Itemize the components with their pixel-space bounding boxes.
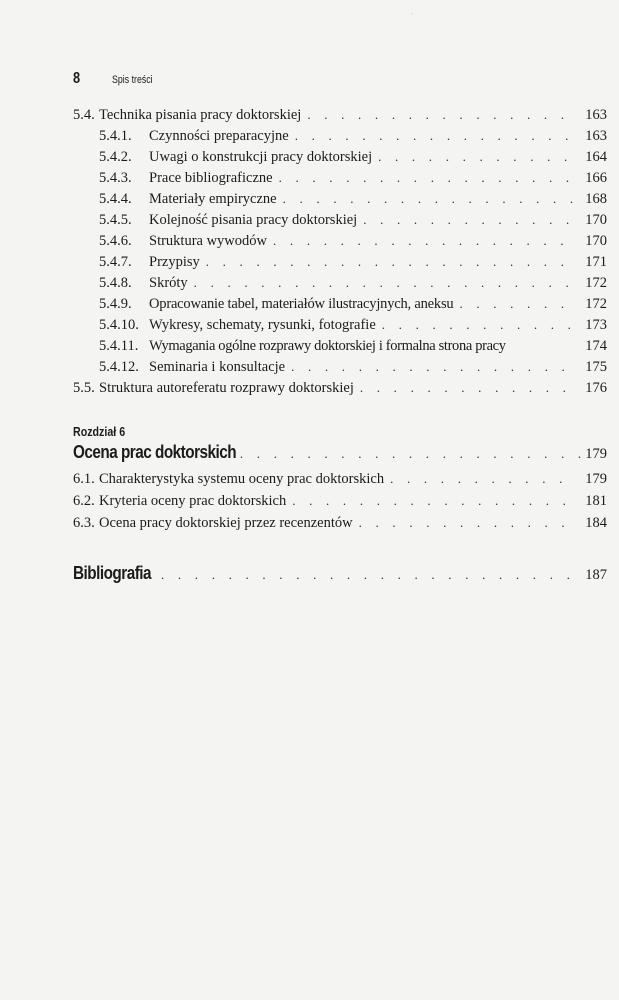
toc-entry-title: Seminaria i konsultacje [149, 359, 286, 375]
leader-dots [382, 316, 577, 334]
toc-entry-title: Struktura wywodów [149, 233, 268, 249]
toc-entry-number: 5.4.9. [99, 296, 132, 312]
toc-entry-page: 176 [585, 380, 607, 396]
scan-speck: ` [411, 12, 414, 21]
toc-entry-page: 163 [585, 107, 607, 123]
toc-entry-title: Wykresy, schematy, rysunki, fotografie [149, 317, 376, 333]
running-header-title: Spis treści [111, 74, 153, 86]
toc-chapter-6[interactable] [73, 442, 607, 463]
toc-entry-page: 164 [585, 149, 607, 165]
toc-entry-page: 181 [585, 493, 607, 509]
leader-dots [206, 253, 577, 271]
toc-entry-title: Kolejność pisania pracy doktorskiej [149, 212, 358, 228]
toc-entry-page: 184 [585, 515, 607, 531]
toc-entry-5-4-6[interactable] [99, 232, 607, 250]
toc-entry-5-4-9[interactable] [99, 295, 607, 313]
toc-entry-6-3[interactable] [73, 514, 607, 532]
toc-entry-title: Przypisy [149, 254, 200, 270]
toc-entry-page: 179 [585, 446, 607, 462]
leader-dots [295, 127, 577, 145]
toc-entry-title: Materiały empiryczne [149, 191, 277, 207]
running-header [73, 70, 163, 88]
leader-dots [283, 190, 577, 208]
toc-entry-title: Ocena pracy doktorskiej przez recenzentów [99, 515, 353, 531]
toc-entry-number: 5.4.2. [99, 149, 132, 165]
leader-dots [359, 514, 577, 532]
leader-dots [194, 274, 577, 292]
toc-entry-page: 173 [585, 317, 607, 333]
toc-entry-title: Skróty [149, 275, 188, 291]
leader-dots [390, 470, 577, 488]
toc-entry-page: 170 [585, 212, 607, 228]
toc-entry-5-4-7[interactable] [99, 253, 607, 271]
toc-entry-number: 5.4.7. [99, 254, 132, 270]
toc-entry-number: 5.4.1. [99, 128, 132, 144]
leader-dots [459, 295, 577, 313]
toc-entry-5-5[interactable] [73, 379, 607, 397]
toc-entry-title: Charakterystyka systemu oceny prac doktorskich [99, 471, 385, 487]
leader-dots [292, 492, 577, 510]
toc-entry-number: 6.3. [73, 515, 95, 531]
toc-entry-number: 5.4.10. [99, 317, 139, 333]
toc-entry-number: 6.2. [73, 493, 95, 509]
toc-entry-number: 5.5. [73, 380, 95, 396]
toc-entry-5-4-10[interactable] [99, 316, 607, 334]
toc-entry-number: 5.4.11. [99, 338, 139, 354]
toc-entry-title: Wymagania ogólne rozprawy doktorskiej i formalna strona pracy [149, 338, 506, 354]
chapter-title: Ocena prac doktorskich [73, 442, 237, 462]
toc-entry-6-2[interactable] [73, 492, 607, 510]
toc-entry-page: 179 [585, 471, 607, 487]
toc-entry-5-4-3[interactable] [99, 169, 607, 187]
leader-dots [279, 169, 577, 187]
leader-dots [378, 148, 577, 166]
toc-entry-title: Struktura autoreferatu rozprawy doktorskiej [99, 380, 354, 396]
toc-entry-page: 187 [585, 567, 607, 583]
toc-entry-page: 172 [585, 296, 607, 312]
toc-entry-page: 171 [585, 254, 607, 270]
toc-bibliography[interactable] [73, 563, 607, 584]
toc-entry-number: 5.4.8. [99, 275, 132, 291]
toc-entry-title: Technika pisania pracy doktorskiej [99, 107, 302, 123]
toc-entry-page: 172 [585, 275, 607, 291]
toc-entry-page: 168 [585, 191, 607, 207]
toc-entry-number: 5.4.5. [99, 212, 132, 228]
toc-entry-5-4-4[interactable] [99, 190, 607, 208]
toc-entry-title: Opracowanie tabel, materiałów ilustracyjnych, aneksu [149, 296, 454, 312]
toc-entry-5-4-1[interactable] [99, 127, 607, 145]
toc-entry-page: 170 [585, 233, 607, 249]
toc-entry-5-4[interactable] [73, 106, 607, 124]
toc-entry-title: Czynności preparacyjne [149, 128, 289, 144]
toc-entry-number: 5.4. [73, 107, 95, 123]
leader-dots [307, 106, 577, 124]
toc-entry-number: 5.4.6. [99, 233, 132, 249]
leader-dots [291, 358, 577, 376]
toc-entry-title: Prace bibliograficzne [149, 170, 273, 186]
toc-entry-5-4-5[interactable] [99, 211, 607, 229]
page-number: 8 [73, 70, 81, 87]
toc-entry-6-1[interactable] [73, 470, 607, 488]
toc-entry-title: Kryteria oceny prac doktorskich [99, 493, 287, 509]
leader-dots [223, 446, 581, 462]
leader-dots [161, 567, 581, 583]
toc-entry-page: 174 [585, 338, 607, 354]
toc-entry-number: 6.1. [73, 471, 95, 487]
chapter-label: Rozdział 6 [73, 424, 126, 439]
toc-entry-number: 5.4.4. [99, 191, 132, 207]
leader-dots [363, 211, 577, 229]
toc-entry-number: 5.4.3. [99, 170, 132, 186]
toc-entry-5-4-11[interactable] [99, 337, 607, 355]
toc-entry-page: 163 [585, 128, 607, 144]
toc-entry-page: 175 [585, 359, 607, 375]
toc-entry-5-4-12[interactable] [99, 358, 607, 376]
toc-entry-number: 5.4.12. [99, 359, 139, 375]
toc-entry-title: Uwagi o konstrukcji pracy doktorskiej [149, 149, 373, 165]
leader-dots [273, 232, 577, 250]
toc-entry-5-4-8[interactable] [99, 274, 607, 292]
leader-dots [360, 379, 577, 397]
toc-entry-5-4-2[interactable] [99, 148, 607, 166]
toc-entry-page: 166 [585, 170, 607, 186]
bibliography-title: Bibliografia [73, 563, 152, 583]
